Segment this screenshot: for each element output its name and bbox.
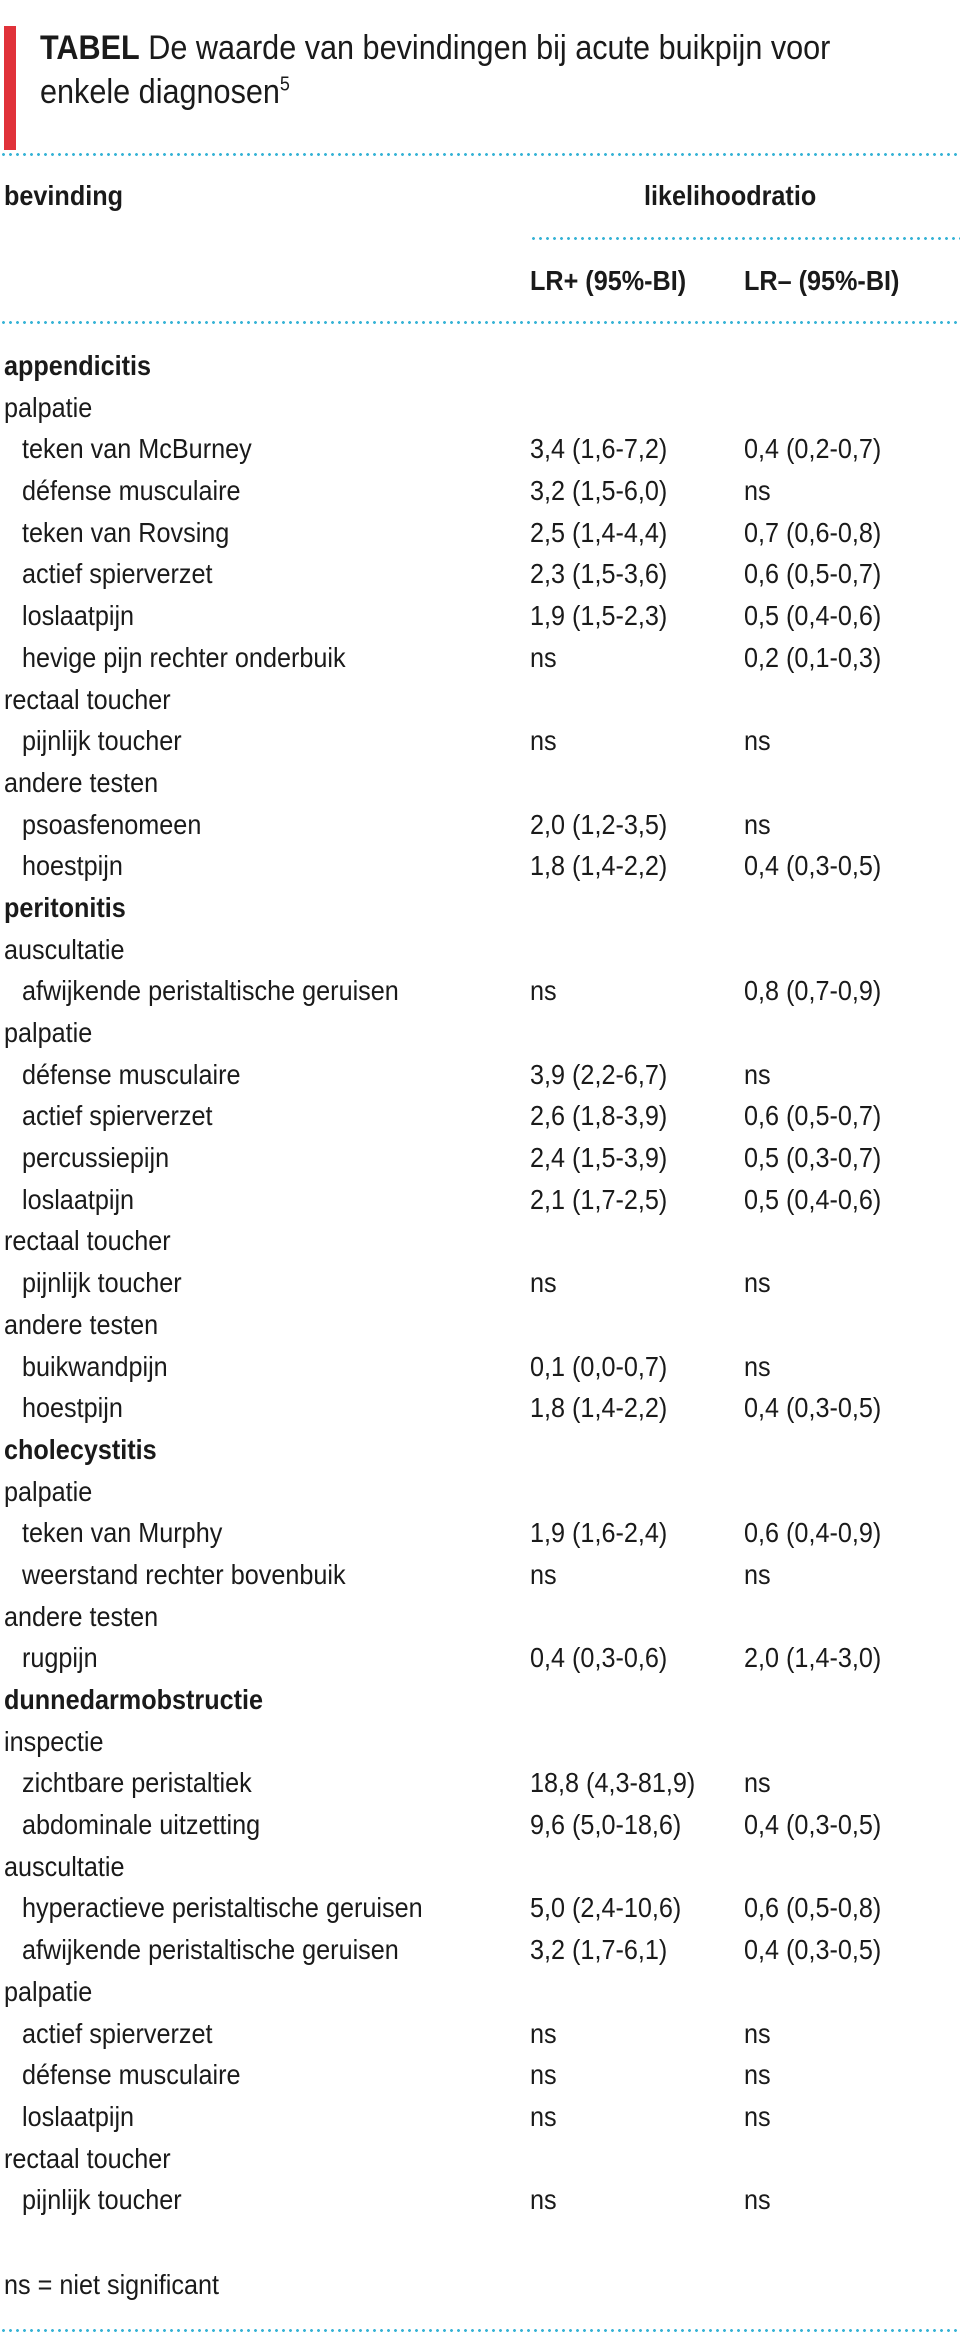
- finding-label: rectaal toucher: [4, 2142, 171, 2174]
- diagnosis-row: [0, 345, 960, 387]
- method-row: [0, 2138, 960, 2180]
- method-row: [0, 387, 960, 429]
- lr-minus-value: 0,5 (0,3-0,7): [744, 1142, 882, 1174]
- finding-label: afwijkende peristaltische geruisen: [22, 975, 399, 1007]
- table-row: [0, 1804, 960, 1846]
- lr-plus-value: 5,0 (2,4-10,6): [530, 1892, 682, 1924]
- lr-plus-value: ns: [530, 641, 557, 673]
- header-lr-plus: LR+ (95%-BI): [530, 265, 687, 296]
- lr-minus-value: ns: [744, 2100, 771, 2132]
- lr-plus-value: 2,5 (1,4-4,4): [530, 516, 668, 548]
- method-row: [0, 1596, 960, 1638]
- finding-label: loslaatpijn: [22, 1183, 135, 1215]
- finding-label: palpatie: [4, 1975, 93, 2007]
- finding-label: actief spierverzet: [22, 2017, 213, 2049]
- lr-plus-value: 2,1 (1,7-2,5): [530, 1183, 668, 1215]
- lr-plus-value: 2,0 (1,2-3,5): [530, 808, 668, 840]
- finding-label: andere testen: [4, 766, 159, 798]
- method-row: [0, 762, 960, 804]
- finding-label: défense musculaire: [22, 475, 241, 507]
- table-row: [0, 595, 960, 637]
- finding-label: inspectie: [4, 1725, 104, 1757]
- table-body: [0, 345, 960, 2221]
- finding-label: teken van Rovsing: [22, 516, 230, 548]
- finding-label: psoasfenomeen: [22, 808, 202, 840]
- lr-plus-value: ns: [530, 2100, 557, 2132]
- finding-label: palpatie: [4, 1017, 93, 1048]
- table-row: [0, 1929, 960, 1971]
- finding-label: teken van Murphy: [22, 1517, 223, 1549]
- lr-plus-value: 1,8 (1,4-2,2): [530, 1392, 668, 1424]
- finding-label: peritonitis: [4, 891, 126, 923]
- lr-minus-value: 0,6 (0,5-0,8): [744, 1892, 882, 1924]
- lr-minus-value: ns: [744, 2017, 771, 2049]
- lr-minus-value: ns: [744, 725, 771, 757]
- finding-label: percussiepijn: [22, 1142, 170, 1174]
- lr-minus-value: ns: [744, 1350, 771, 1382]
- header-finding: bevinding: [4, 180, 124, 211]
- title-reference: 5: [279, 73, 290, 96]
- lr-plus-value: ns: [530, 2184, 557, 2216]
- table-row: [0, 637, 960, 679]
- table-row: [0, 2096, 960, 2138]
- lr-plus-value: ns: [530, 2017, 557, 2049]
- table-row: [0, 1762, 960, 1804]
- lr-plus-value: ns: [530, 1267, 557, 1299]
- lr-plus-value: 1,9 (1,5-2,3): [530, 600, 668, 632]
- lr-minus-value: ns: [744, 1558, 771, 1590]
- table-title: [0, 24, 960, 152]
- finding-label: rectaal toucher: [4, 683, 171, 715]
- lr-plus-value: ns: [530, 975, 557, 1007]
- lr-plus-value: 1,8 (1,4-2,2): [530, 850, 668, 882]
- diagnosis-row: [0, 1429, 960, 1471]
- lr-plus-value: 3,2 (1,5-6,0): [530, 475, 668, 507]
- finding-label: hyperactieve peristaltische geruisen: [22, 1892, 423, 1924]
- finding-label: hoestpijn: [22, 850, 123, 882]
- lr-minus-value: 0,4 (0,3-0,5): [744, 850, 882, 882]
- lr-minus-value: 0,8 (0,7-0,9): [744, 975, 882, 1007]
- finding-label: afwijkende peristaltische geruisen: [22, 1934, 399, 1966]
- table-row: [0, 1054, 960, 1096]
- table-row: [0, 1137, 960, 1179]
- finding-label: actief spierverzet: [22, 558, 213, 590]
- lr-minus-value: 0,4 (0,2-0,7): [744, 433, 882, 465]
- lr-minus-value: 0,2 (0,1-0,3): [744, 641, 882, 673]
- finding-label: appendicitis: [4, 350, 152, 381]
- table-row: [0, 970, 960, 1012]
- lr-minus-value: 0,4 (0,3-0,5): [744, 1809, 882, 1841]
- finding-label: pijnlijk toucher: [22, 1267, 182, 1299]
- lr-minus-value: ns: [744, 1267, 771, 1299]
- finding-label: andere testen: [4, 1308, 159, 1340]
- lr-minus-value: 0,6 (0,4-0,9): [744, 1517, 882, 1549]
- finding-label: andere testen: [4, 1600, 159, 1632]
- lr-plus-value: 3,4 (1,6-7,2): [530, 433, 668, 465]
- lr-plus-value: ns: [530, 725, 557, 757]
- table-row: [0, 2179, 960, 2221]
- table-row: [0, 1095, 960, 1137]
- table-row: [0, 1262, 960, 1304]
- title-text: [40, 26, 850, 114]
- finding-label: palpatie: [4, 1475, 93, 1507]
- lr-minus-value: 0,5 (0,4-0,6): [744, 600, 882, 632]
- lr-plus-value: 1,9 (1,6-2,4): [530, 1517, 668, 1549]
- finding-label: weerstand rechter bovenbuik: [22, 1558, 346, 1590]
- lr-minus-value: ns: [744, 1058, 771, 1090]
- table-row: [0, 804, 960, 846]
- finding-label: loslaatpijn: [22, 2100, 135, 2132]
- lr-plus-value: 9,6 (5,0-18,6): [530, 1809, 682, 1841]
- lr-minus-value: ns: [744, 475, 771, 507]
- finding-label: défense musculaire: [22, 2059, 241, 2091]
- method-row: [0, 1846, 960, 1888]
- finding-label: dunnedarmobstructie: [4, 1684, 264, 1715]
- table-row: [0, 1179, 960, 1221]
- finding-label: palpatie: [4, 391, 93, 423]
- title-caption: De waarde van bevindingen bij acute buikpijn voor enkele diagnosen: [40, 29, 831, 111]
- table-row: [0, 1637, 960, 1679]
- finding-label: teken van McBurney: [22, 433, 252, 465]
- finding-label: rugpijn: [22, 1642, 98, 1674]
- method-row: [0, 1721, 960, 1763]
- divider-header: [0, 321, 960, 324]
- table-row: [0, 1346, 960, 1388]
- title-label: TABEL: [40, 29, 140, 67]
- table-row: [0, 470, 960, 512]
- lr-minus-value: 0,4 (0,3-0,5): [744, 1392, 882, 1424]
- table-row: [0, 512, 960, 554]
- lr-minus-value: ns: [744, 2184, 771, 2216]
- footnote: ns = niet significant: [4, 2269, 220, 2300]
- lr-minus-value: 0,5 (0,4-0,6): [744, 1183, 882, 1215]
- lr-plus-value: 18,8 (4,3-81,9): [530, 1767, 696, 1799]
- header-likelihoodratio: likelihoodratio: [644, 180, 817, 211]
- finding-label: zichtbare peristaltiek: [22, 1767, 252, 1799]
- lr-minus-value: ns: [744, 808, 771, 840]
- lr-minus-value: 2,0 (1,4-3,0): [744, 1642, 882, 1674]
- method-row: [0, 1220, 960, 1262]
- finding-label: auscultatie: [4, 1850, 125, 1882]
- table-row: [0, 1887, 960, 1929]
- lr-plus-value: 2,3 (1,5-3,6): [530, 558, 668, 590]
- finding-label: cholecystitis: [4, 1433, 157, 1465]
- finding-label: rectaal toucher: [4, 1225, 171, 1257]
- diagnosis-row: [0, 1679, 960, 1721]
- diagnosis-row: [0, 887, 960, 929]
- table-row: [0, 720, 960, 762]
- lr-plus-value: ns: [530, 1558, 557, 1590]
- lr-minus-value: 0,4 (0,3-0,5): [744, 1934, 882, 1966]
- lr-plus-value: 0,4 (0,3-0,6): [530, 1642, 668, 1674]
- finding-label: loslaatpijn: [22, 600, 135, 632]
- finding-label: actief spierverzet: [22, 1100, 213, 1132]
- header-lr-minus: LR– (95%-BI): [744, 265, 900, 296]
- lr-plus-value: 3,2 (1,7-6,1): [530, 1934, 668, 1966]
- finding-label: pijnlijk toucher: [22, 2184, 182, 2216]
- lr-plus-value: ns: [530, 2059, 557, 2091]
- divider-bottom: [0, 2329, 960, 2332]
- lr-minus-value: 0,6 (0,5-0,7): [744, 1100, 882, 1132]
- method-row: [0, 1012, 960, 1054]
- title-accent-bar: [4, 26, 16, 150]
- table-row: [0, 1387, 960, 1429]
- table-row: [0, 2013, 960, 2055]
- table-row: [0, 428, 960, 470]
- finding-label: abdominale uitzetting: [22, 1809, 261, 1841]
- divider-group: [530, 237, 960, 240]
- table-row: [0, 2054, 960, 2096]
- lr-minus-value: 0,6 (0,5-0,7): [744, 558, 882, 590]
- lr-plus-value: 2,4 (1,5-3,9): [530, 1142, 668, 1174]
- table-row: [0, 1554, 960, 1596]
- finding-label: auscultatie: [4, 933, 125, 965]
- finding-label: hoestpijn: [22, 1392, 123, 1424]
- finding-label: hevige pijn rechter onderbuik: [22, 641, 346, 673]
- method-row: [0, 1304, 960, 1346]
- finding-label: buikwandpijn: [22, 1350, 168, 1382]
- lr-minus-value: 0,7 (0,6-0,8): [744, 516, 882, 548]
- finding-label: pijnlijk toucher: [22, 725, 182, 757]
- lr-plus-value: 3,9 (2,2-6,7): [530, 1058, 668, 1090]
- method-row: [0, 929, 960, 971]
- lr-minus-value: ns: [744, 2059, 771, 2091]
- finding-label: défense musculaire: [22, 1058, 241, 1090]
- table-row: [0, 1512, 960, 1554]
- method-row: [0, 679, 960, 721]
- table-row: [0, 845, 960, 887]
- lr-plus-value: 0,1 (0,0-0,7): [530, 1350, 668, 1382]
- divider-top: [0, 153, 960, 156]
- method-row: [0, 1471, 960, 1513]
- table-row: [0, 553, 960, 595]
- lr-plus-value: 2,6 (1,8-3,9): [530, 1100, 668, 1132]
- method-row: [0, 1971, 960, 2013]
- lr-minus-value: ns: [744, 1767, 771, 1799]
